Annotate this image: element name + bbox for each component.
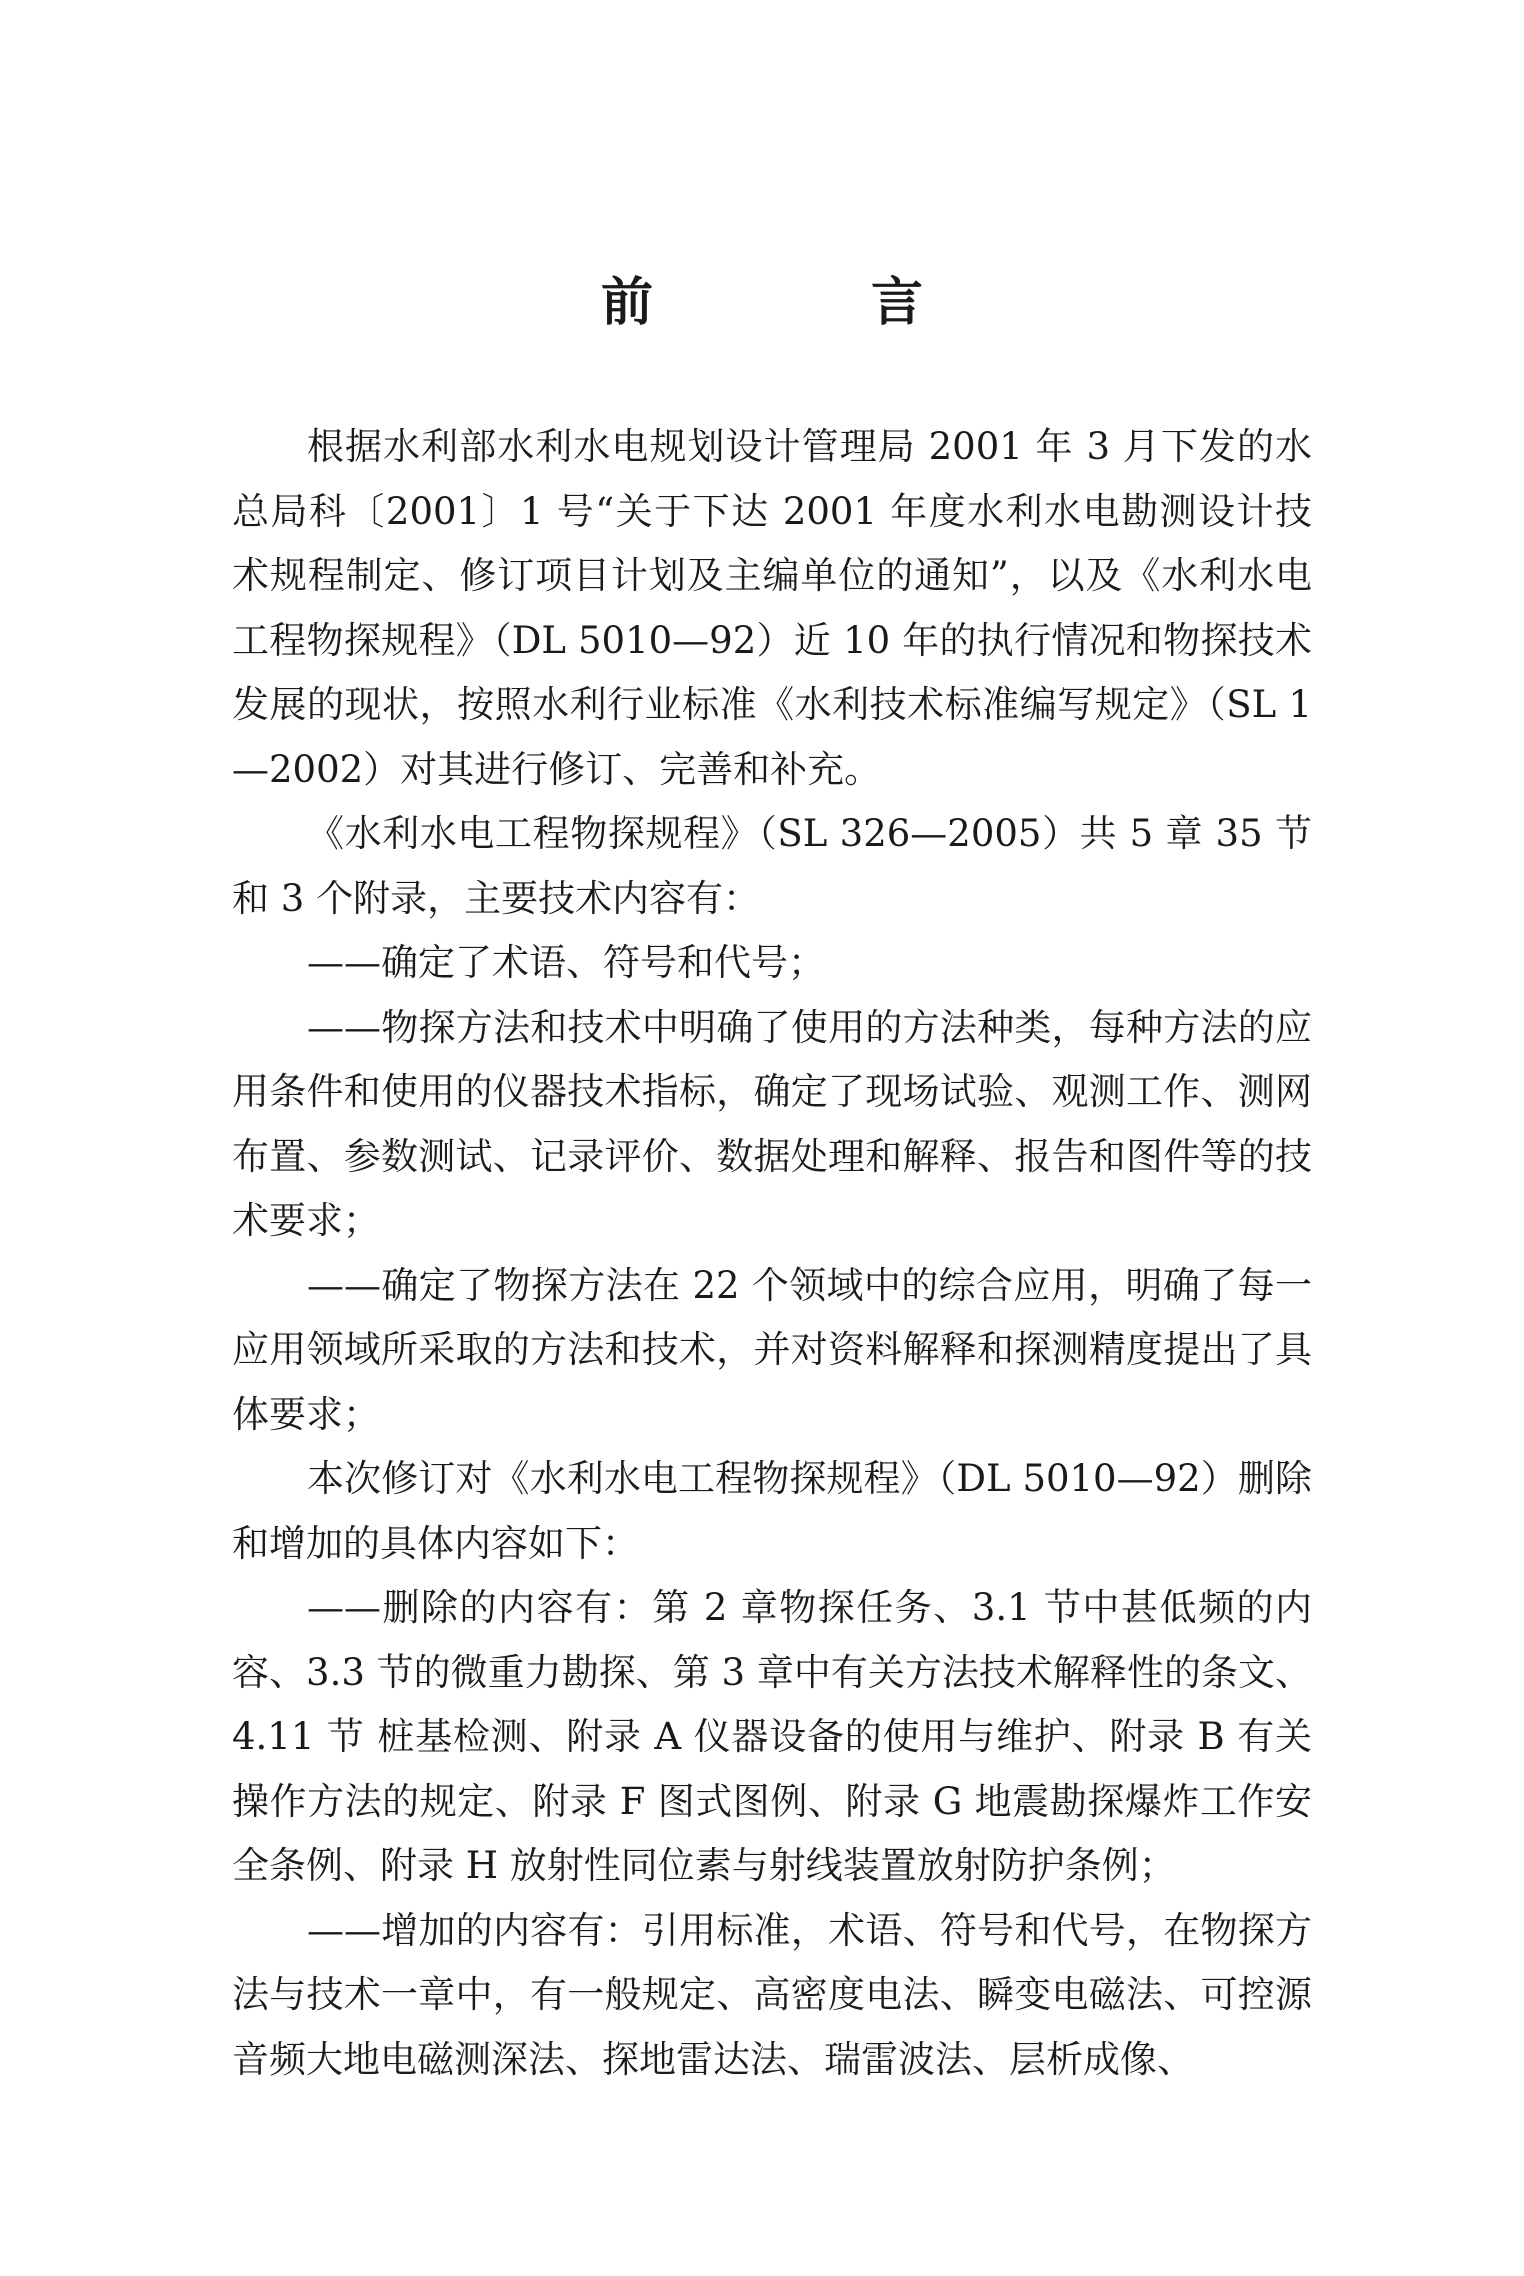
paragraph-deleted-content: ——删除的内容有：第 2 章物探任务、3.1 节中甚低频的内容、3.3 节的微重力勘探、第 3 章中有关方法技术解释性的条文、4.11 节 桩基检测、附录 A 仪器设备的使用与维护、附录 B 有关操作方法的规定、附录 F 图式图例、附录 G 地震勘探爆炸工作安全条例、附录 H 放射性同位素与射线装置放射防护条例；: [232, 1586, 1312, 1887]
paragraph-item-terms: ——确定了术语、符号和代号；: [307, 941, 825, 984]
body-text: [232, 415, 1312, 2092]
paragraph-structure: 《水利水电工程物探规程》（SL 326—2005）共 5 章 35 节和 3 个附录，主要技术内容有：: [232, 812, 1312, 920]
paragraph-revision-intro: 本次修订对《水利水电工程物探规程》（DL 5010—92）删除和增加的具体内容如下：: [232, 1457, 1312, 1565]
paragraph-added-content: ——增加的内容有：引用标准，术语、符号和代号，在物探方法与技术一章中，有一般规定、高密度电法、瞬变电磁法、可控源音频大地电磁测深法、探地雷达法、瑞雷波法、层析成像、: [232, 1908, 1312, 2081]
paragraph-item-methods: ——物探方法和技术中明确了使用的方法种类，每种方法的应用条件和使用的仪器技术指标，确定了现场试验、观测工作、测网布置、参数测试、记录评价、数据处理和解释、报告和图件等的技术要求；: [232, 1005, 1312, 1242]
paragraph-background: 根据水利部水利水电规划设计管理局 2001 年 3 月下发的水总局科〔2001〕1 号“关于下达 2001 年度水利水电勘测设计技术规程制定、修订项目计划及主编单位的通知”，以及《水利水电工程物探规程》（DL 5010—92）近 10 年的执行情况和物探技术发展的现状，按照水利行业标准《水利技术标准编写规定》（SL 1—2002）对其进行修订、完善和补充。: [232, 425, 1312, 791]
page-title: 前 言: [600, 272, 1024, 333]
paragraph-item-applications: ——确定了物探方法在 22 个领域中的综合应用，明确了每一应用领域所采取的方法和技术，并对资料解释和探测精度提出了具体要求；: [232, 1263, 1312, 1436]
